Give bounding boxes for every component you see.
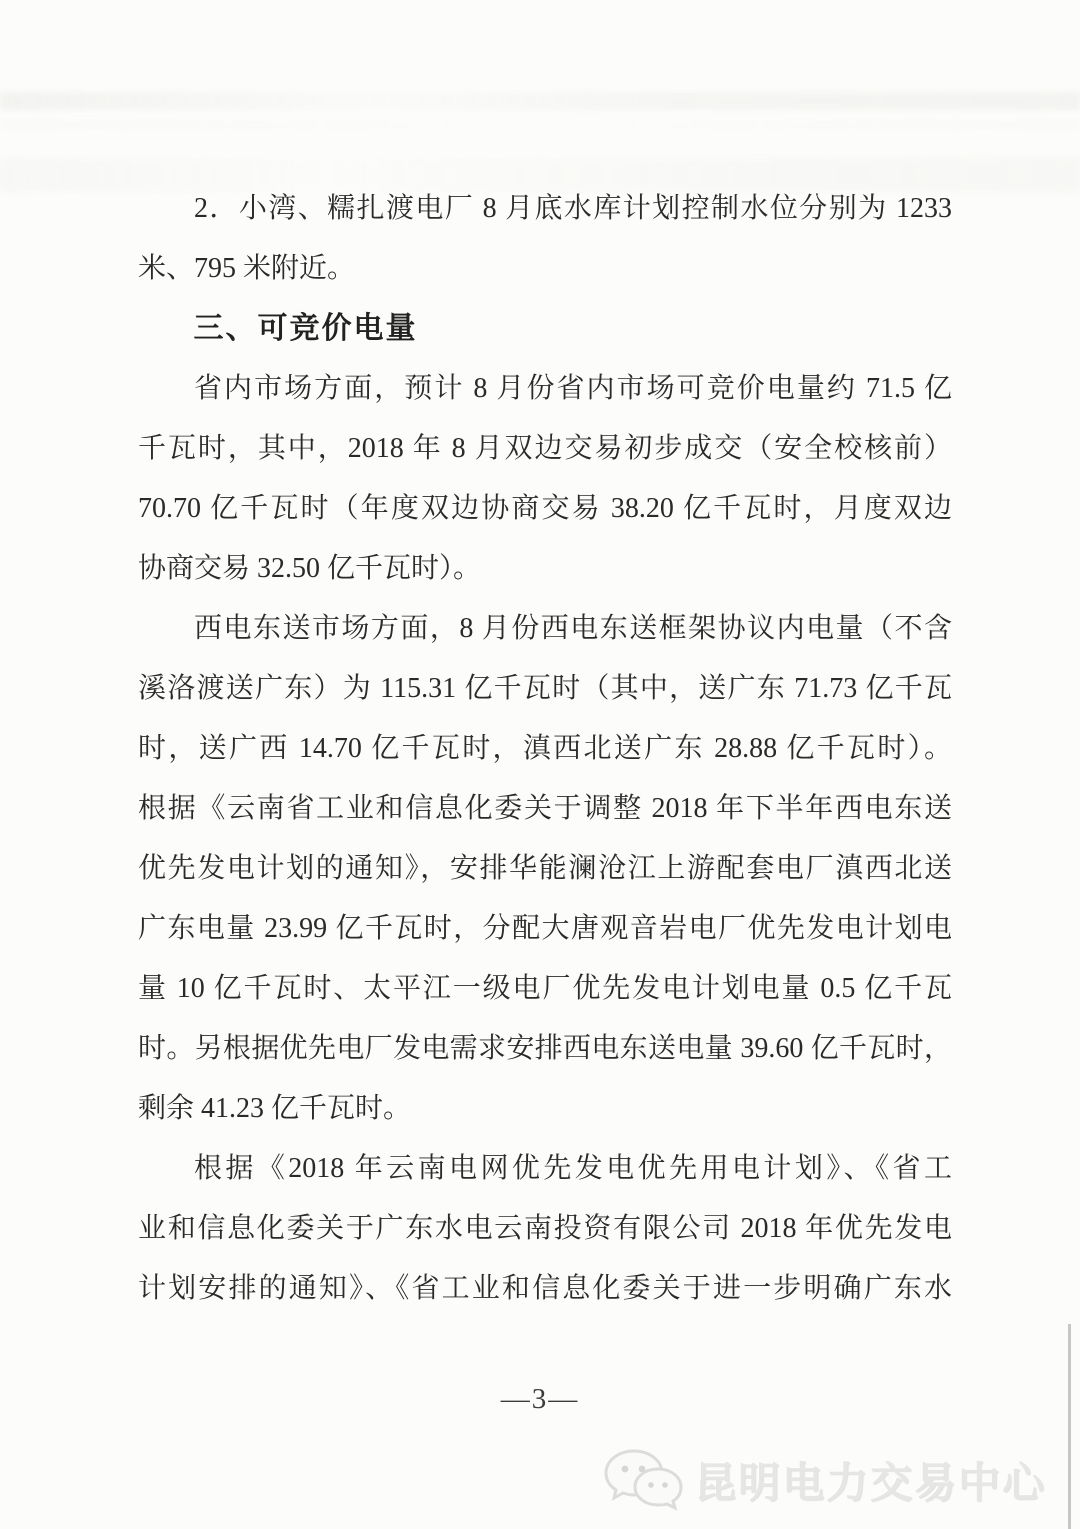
section-heading: 三、可竞价电量: [193, 311, 418, 346]
doc-line: 优先发电计划的通知》，安排华能澜沧江上游配套电厂滇西北送: [138, 853, 952, 884]
doc-line: 计划安排的通知》、《省工业和信息化委关于进一步明确广东水: [138, 1273, 952, 1304]
doc-line: 千瓦时，其中，2018 年 8 月双边交易初步成交（安全校核前）: [138, 433, 952, 464]
doc-line: 根据《2018 年云南电网优先发电优先用电计划》、《省工: [194, 1153, 952, 1184]
scan-edge-line: [1068, 1324, 1071, 1529]
doc-line: 剩余 41.23 亿千瓦时。: [138, 1093, 412, 1124]
wechat-icon: [600, 1447, 684, 1513]
doc-line-water-level-2: 米、795 米附近。: [138, 253, 356, 284]
doc-line-water-level-1: 2．小湾、糯扎渡电厂 8 月底水库计划控制水位分别为 1233: [194, 193, 952, 224]
doc-line: 溪洛渡送广东）为 115.31 亿千瓦时（其中，送广东 71.73 亿千瓦: [138, 673, 952, 704]
doc-line: 协商交易 32.50 亿千瓦时）。: [138, 553, 482, 584]
footer-watermark: [600, 1447, 1046, 1513]
document-body: [138, 179, 952, 1319]
doc-line: 广东电量 23.99 亿千瓦时，分配大唐观音岩电厂优先发电计划电: [138, 913, 952, 944]
doc-line: 西电东送市场方面，8 月份西电东送框架协议内电量（不含: [194, 613, 952, 644]
doc-line: 省内市场方面，预计 8 月份省内市场可竞价电量约 71.5 亿: [194, 373, 952, 404]
doc-line: 时，送广西 14.70 亿千瓦时，滇西北送广东 28.88 亿千瓦时）。: [138, 733, 952, 764]
scan-smudge: [0, 120, 1080, 130]
doc-line: 根据《云南省工业和信息化委关于调整 2018 年下半年西电东送: [138, 793, 952, 824]
doc-line: 70.70 亿千瓦时（年度双边协商交易 38.20 亿千瓦时，月度双边: [138, 493, 952, 524]
doc-line: 时。另根据优先电厂发电需求安排西电东送电量 39.60 亿千瓦时，: [138, 1033, 952, 1064]
page-number: —3—: [500, 1383, 580, 1415]
doc-line: 业和信息化委关于广东水电云南投资有限公司 2018 年优先发电: [138, 1213, 952, 1244]
doc-line: 量 10 亿千瓦时、太平江一级电厂优先发电计划电量 0.5 亿千瓦: [138, 973, 952, 1004]
brand-name: 昆明电力交易中心: [693, 1458, 1046, 1507]
scan-smudge: [0, 92, 1080, 110]
